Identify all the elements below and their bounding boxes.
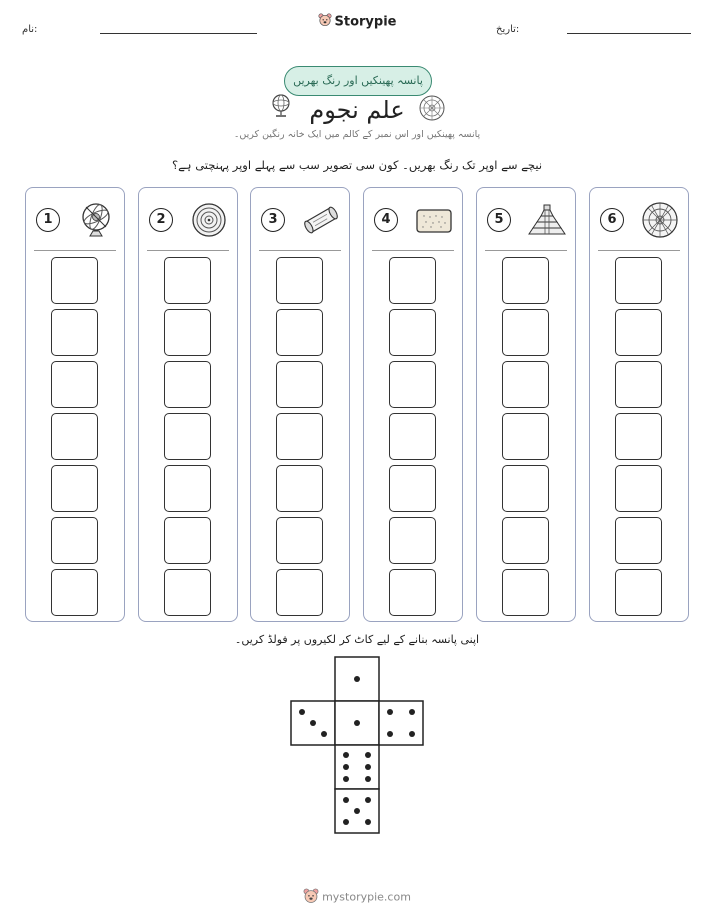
column-divider [372,250,454,251]
pip [343,752,349,758]
scroll-icon [301,200,341,240]
pip [365,752,371,758]
pip [354,720,360,726]
color-cell[interactable] [389,517,436,564]
color-cell[interactable] [164,309,211,356]
color-cell[interactable] [276,309,323,356]
column-divider [259,250,341,251]
subtitle: پانسہ پھینکیں اور اس نمبر کے کالم میں ایک خانہ رنگین کریں۔ [233,129,481,140]
color-cell[interactable] [615,257,662,304]
pyramid-icon [527,200,567,240]
color-cell[interactable] [164,465,211,512]
color-cell[interactable] [51,309,98,356]
column-number: 4 [374,208,398,232]
pip [343,764,349,770]
color-cell[interactable] [502,361,549,408]
column-number: 6 [600,208,624,232]
pip [299,709,305,715]
color-cell[interactable] [164,257,211,304]
color-cell[interactable] [502,569,549,616]
column-5 [476,187,576,622]
color-cell[interactable] [502,413,549,460]
color-cell[interactable] [502,517,549,564]
column-1 [25,187,125,622]
pip [365,797,371,803]
color-cell[interactable] [389,569,436,616]
page-title: علم نجوم [309,96,405,124]
zodiac-wheel-icon [640,200,680,240]
color-cell[interactable] [51,465,98,512]
footer [0,888,714,907]
pip [387,709,393,715]
color-cell[interactable] [164,517,211,564]
zodiac-wheel-title-icon [418,94,446,122]
activity-pill: پانسہ پھینکیں اور رنگ بھریں [284,66,432,96]
pip [365,819,371,825]
color-cell[interactable] [51,517,98,564]
color-cell[interactable] [502,309,549,356]
color-cell[interactable] [276,517,323,564]
storypie-bear-icon [318,13,332,31]
color-cell[interactable] [276,257,323,304]
pip [365,776,371,782]
dice-face-right [379,701,423,745]
color-cell[interactable] [276,569,323,616]
color-cell[interactable] [276,413,323,460]
storypie-bear-footer-icon [303,888,319,907]
pip [310,720,316,726]
column-number: 1 [36,208,60,232]
pip [343,797,349,803]
column-divider [485,250,567,251]
color-cell[interactable] [51,257,98,304]
armillary-sphere-icon [76,200,116,240]
instruction: نیچے سے اوپر تک رنگ بھریں۔ کون سی تصویر سب سے پہلے اوپر پہنچتی ہے؟ [171,158,543,172]
color-cell[interactable] [615,465,662,512]
color-cell[interactable] [276,465,323,512]
column-number: 3 [261,208,285,232]
dice-face-lower [335,745,379,789]
pip [387,731,393,737]
color-cell[interactable] [502,257,549,304]
name-line[interactable] [100,33,257,34]
column-4 [363,187,463,622]
pip [354,676,360,682]
color-cell[interactable] [389,257,436,304]
color-cell[interactable] [615,309,662,356]
color-cell[interactable] [615,413,662,460]
dice-net [290,656,426,836]
pip [354,808,360,814]
color-cell[interactable] [615,361,662,408]
color-cell[interactable] [276,361,323,408]
date-label: تاریخ: [496,24,520,35]
pip [343,819,349,825]
column-number: 5 [487,208,511,232]
pip [365,764,371,770]
color-cell[interactable] [51,361,98,408]
pip [343,776,349,782]
concentric-circles-icon [189,200,229,240]
column-6 [589,187,689,622]
dice-net-drawing [290,656,426,836]
date-line[interactable] [567,33,691,34]
color-cell[interactable] [389,465,436,512]
color-cell[interactable] [164,569,211,616]
column-3 [250,187,350,622]
dice-instruction: اپنی پانسہ بنانے کے لیے کاٹ کر لکیروں پر فولڈ کریں۔ [234,633,480,646]
brand-logo [0,13,714,31]
name-label: نام: [22,24,38,35]
pip [321,731,327,737]
color-cell[interactable] [51,569,98,616]
column-2 [138,187,238,622]
color-cell[interactable] [164,413,211,460]
pip [409,731,415,737]
footer-url[interactable]: mystorypie.com [322,890,411,904]
column-divider [598,250,680,251]
color-cell[interactable] [51,413,98,460]
brand-name: Storypie [334,14,397,30]
clay-tablet-icon [414,200,454,240]
color-cell[interactable] [615,517,662,564]
color-cell[interactable] [389,413,436,460]
color-cell[interactable] [615,569,662,616]
column-number: 2 [149,208,173,232]
color-cell[interactable] [502,465,549,512]
color-cell[interactable] [164,361,211,408]
column-divider [147,250,229,251]
column-divider [34,250,116,251]
color-cell[interactable] [389,361,436,408]
color-cell[interactable] [389,309,436,356]
pip [409,709,415,715]
